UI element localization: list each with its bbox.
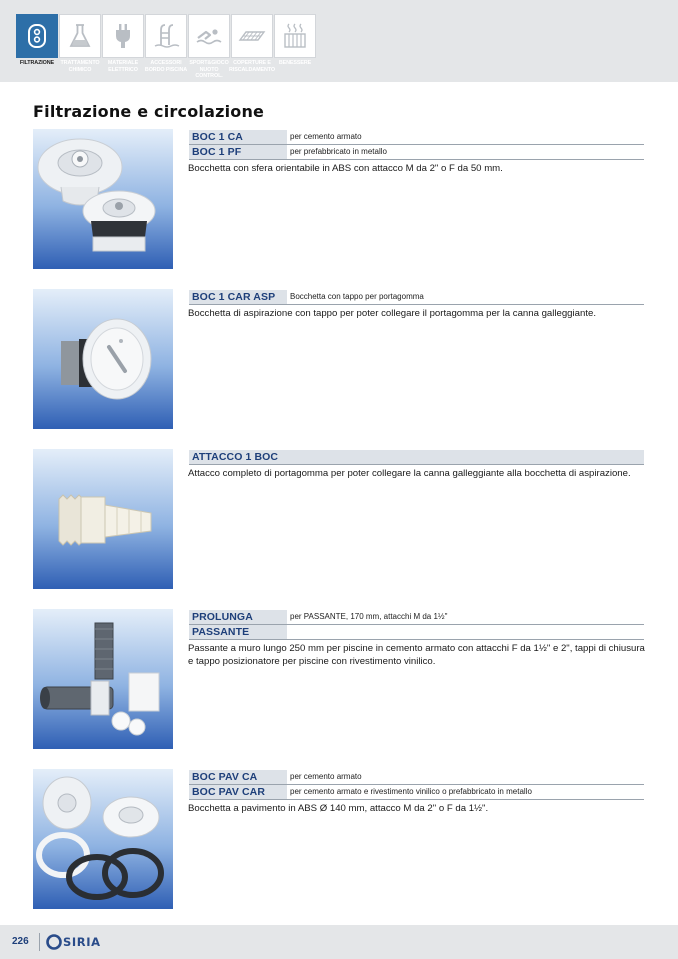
filter-ring-icon <box>22 21 52 51</box>
product-code: BOC PAV CA <box>189 770 287 784</box>
product-description: Bocchetta con sfera orientabile in ABS con attacco M da 2" o F da 50 mm. <box>188 163 503 174</box>
nav-label-coperture: COPERTURE E RISCALDAMENTO <box>229 60 275 73</box>
code-row-boc-pav-car <box>189 785 644 800</box>
category-nav <box>0 0 678 82</box>
product-note: per PASSANTE, 170 mm, attacchi M da 1½" <box>290 612 448 621</box>
product-code: BOC 1 CAR ASP <box>189 290 287 304</box>
product-photo-boc-pav <box>33 769 173 909</box>
pool-cover-icon <box>237 21 267 51</box>
footer-divider <box>39 933 40 951</box>
product-photo-attacco-1-boc <box>33 449 173 589</box>
product-code: PASSANTE <box>189 625 287 639</box>
product-description: Attacco completo di portagomma per poter collegare la canna galleggiante alla bocchetta di aspirazione. <box>188 468 631 479</box>
code-row-boc-1-ca <box>189 130 644 145</box>
page-title: Filtrazione e circolazione <box>33 102 265 121</box>
tab-trattamento-chimico[interactable] <box>59 14 101 58</box>
code-row-prolunga <box>189 610 644 625</box>
product-photo-boc-1 <box>33 129 173 269</box>
product-code: BOC 1 PF <box>189 145 287 159</box>
tab-filtrazione[interactable] <box>16 14 58 58</box>
brand-logo <box>46 933 101 951</box>
product-note: Bocchetta con tappo per portagomma <box>290 292 424 301</box>
plug-icon <box>108 21 138 51</box>
nav-label-benessere: BENESSERE <box>278 60 312 66</box>
code-row-attacco-1-boc <box>189 450 644 465</box>
nav-label-accessori: ACCESSORI BORDO PISCINA <box>144 60 188 73</box>
product-note: per cemento armato <box>290 132 362 141</box>
product-description: Bocchetta a pavimento in ABS Ø 140 mm, attacco M da 2" o F da 1½". <box>188 803 489 814</box>
product-note: per cemento armato <box>290 772 362 781</box>
product-photo-prolunga-passante <box>33 609 173 749</box>
nav-label-trattamento: TRATTAMENTO CHIMICO <box>60 60 100 73</box>
sauna-heater-icon <box>280 21 310 51</box>
code-row-boc-pav-ca <box>189 770 644 785</box>
product-note: per cemento armato e rivestimento vinilico o prefabbricato in metallo <box>290 787 532 796</box>
code-row-boc-1-pf <box>189 145 644 160</box>
tab-benessere[interactable] <box>274 14 316 58</box>
product-code: ATTACCO 1 BOC <box>189 450 644 464</box>
brand-o-icon <box>46 934 62 950</box>
tab-coperture-riscaldamento[interactable] <box>231 14 273 58</box>
tab-accessori-bordo-piscina[interactable] <box>145 14 187 58</box>
code-row-boc-1-car-asp <box>189 290 644 305</box>
product-note: per prefabbricato in metallo <box>290 147 387 156</box>
nav-label-materiale: MATERIALE ELETTRICO <box>107 60 139 73</box>
tab-sport-gioco[interactable] <box>188 14 230 58</box>
flask-icon <box>65 21 95 51</box>
nav-label-filtrazione: FILTRAZIONE <box>19 60 55 66</box>
product-code: BOC PAV CAR <box>189 785 287 799</box>
brand-name: SIRIA <box>63 935 101 949</box>
product-description: Passante a muro lungo 250 mm per piscine in cemento armato con attacchi F da 1½" e 2", tappi di chiusura e tappo posizionatore per piscine con rivestimento vinilico. <box>188 643 645 667</box>
swimmer-icon <box>194 21 224 51</box>
pool-ladder-icon <box>151 21 181 51</box>
product-description: Bocchetta di aspirazione con tappo per poter collegare il portagomma per la canna galleggiante. <box>188 308 596 319</box>
nav-label-sport: SPORT&GIOCO NUOTO CONTROL. <box>189 60 229 79</box>
page-footer <box>0 925 678 959</box>
code-row-passante <box>189 625 644 640</box>
product-code: PROLUNGA <box>189 610 287 624</box>
product-code: BOC 1 CA <box>189 130 287 144</box>
product-photo-boc-1-car-asp <box>33 289 173 429</box>
page-number: 226 <box>12 936 29 947</box>
tab-materiale-elettrico[interactable] <box>102 14 144 58</box>
